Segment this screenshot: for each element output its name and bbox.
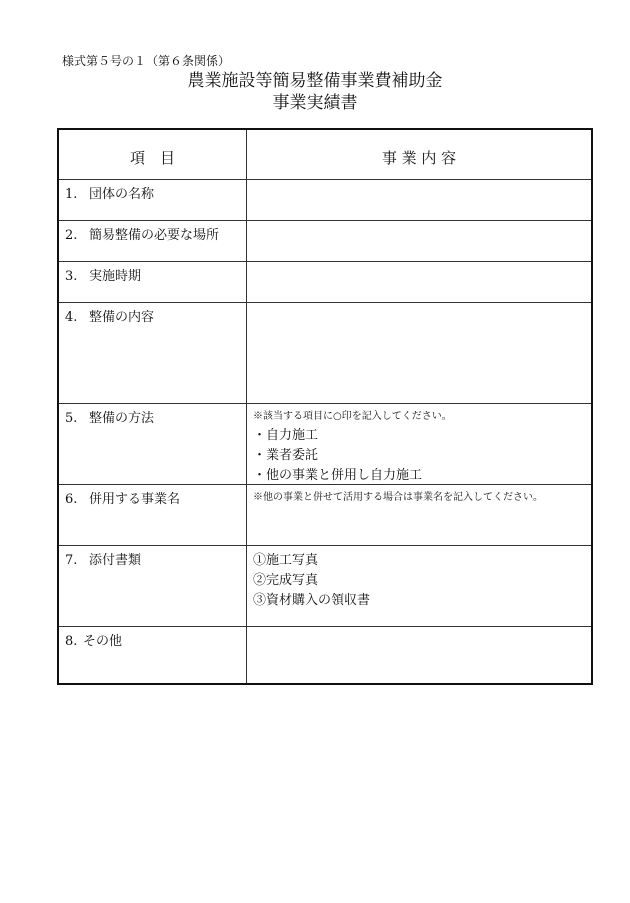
table-row <box>59 221 591 262</box>
item-cell <box>59 485 247 545</box>
page-title: 農業施設等簡易整備事業費補助金 <box>187 71 443 91</box>
item-number: 4. <box>65 310 78 325</box>
table-row <box>59 404 591 485</box>
item-text: 簡易整備の必要な場所 <box>89 228 220 243</box>
item-text: 団体の名称 <box>89 187 155 202</box>
item-cell <box>59 404 247 484</box>
item-label <box>65 265 141 284</box>
item-text: その他 <box>83 634 123 649</box>
table-header-row <box>59 130 591 180</box>
item-number: 2. <box>65 228 78 243</box>
item-label <box>65 488 180 507</box>
method-field <box>247 404 591 484</box>
item-text: 添付書類 <box>89 553 142 568</box>
table-row <box>59 485 591 546</box>
item-number: 5. <box>65 411 78 426</box>
table-row <box>59 180 591 221</box>
table-row <box>59 627 591 683</box>
item-cell <box>59 180 247 220</box>
attachment-item: ③資材購入の領収書 <box>253 593 371 608</box>
item-number: 8. <box>65 634 78 649</box>
item-cell <box>59 221 247 261</box>
item-number: 3. <box>65 269 78 284</box>
method-option-contractor[interactable]: ・業者委託 <box>253 448 319 463</box>
table-row <box>59 262 591 303</box>
item-text: 併用する事業名 <box>89 492 181 507</box>
header-item-label: 項 目 <box>129 149 175 167</box>
item-cell <box>59 546 247 626</box>
item-number: 1. <box>65 187 78 202</box>
item-number: 6. <box>65 492 78 507</box>
method-option-combined[interactable]: ・他の事業と併用し自力施工 <box>253 468 423 483</box>
header-content-cell <box>247 130 591 179</box>
item-label <box>65 549 141 568</box>
attachment-item: ②完成写真 <box>253 573 319 588</box>
location-field[interactable] <box>247 221 591 261</box>
header-item-cell <box>59 130 247 179</box>
item-label <box>65 407 154 426</box>
form-number: 様式第５号の１（第６条関係） <box>62 54 231 68</box>
method-option-self[interactable]: ・自力施工 <box>253 428 319 443</box>
page-subtitle: 事業実績書 <box>272 93 358 113</box>
item-label <box>65 630 122 649</box>
table-row <box>59 546 591 627</box>
item-label <box>65 306 154 325</box>
item-text: 整備の方法 <box>89 411 155 426</box>
attachments-field <box>247 546 591 626</box>
combined-note: ※他の事業と併せて活用する場合は事業名を記入してください。 <box>253 492 543 503</box>
method-note: ※該当する項目に○印を記入してください。 <box>253 411 452 422</box>
item-cell <box>59 627 247 683</box>
item-label <box>65 183 154 202</box>
table-row <box>59 303 591 404</box>
attachment-item: ①施工写真 <box>253 553 319 568</box>
report-table <box>57 128 593 685</box>
header-content-label: 事 業 内 容 <box>381 149 457 167</box>
item-text: 整備の内容 <box>89 310 155 325</box>
combined-project-field[interactable] <box>247 485 591 545</box>
period-field[interactable] <box>247 262 591 302</box>
item-cell <box>59 262 247 302</box>
work-content-field[interactable] <box>247 303 591 403</box>
item-cell <box>59 303 247 403</box>
item-label <box>65 224 219 243</box>
other-field[interactable] <box>247 627 591 683</box>
item-text: 実施時期 <box>89 269 142 284</box>
organization-name-field[interactable] <box>247 180 591 220</box>
item-number: 7. <box>65 553 78 568</box>
